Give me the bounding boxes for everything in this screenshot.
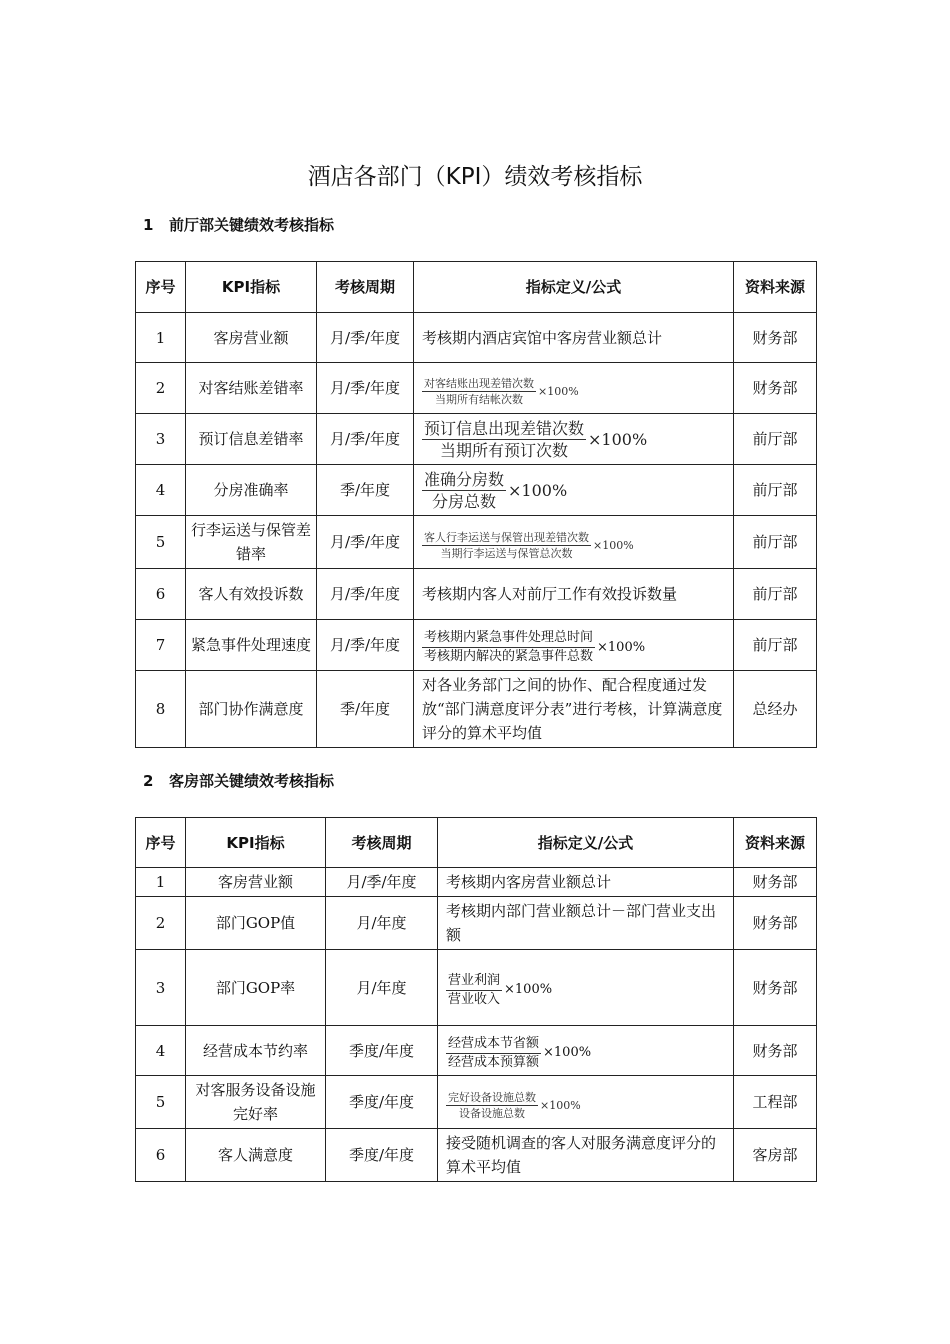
row-kpi: 部门GOP值 — [186, 897, 326, 950]
row-period: 月/年度 — [326, 950, 438, 1026]
row-no: 3 — [136, 950, 186, 1026]
formula-multiplier: ×100% — [543, 1045, 592, 1060]
formula-numerator: 完好设备设施总数 — [448, 1090, 536, 1104]
row-formula — [414, 620, 734, 671]
row-period: 季度/年度 — [326, 1076, 438, 1129]
row-no: 6 — [136, 1129, 186, 1182]
table-row — [136, 868, 817, 897]
formula-numerator: 营业利润 — [446, 972, 502, 991]
row-kpi: 经营成本节约率 — [186, 1026, 326, 1076]
formula — [422, 530, 634, 561]
row-period: 月/季/年度 — [317, 620, 414, 671]
table-row — [136, 363, 817, 414]
row-definition: 考核期内客房营业额总计 — [438, 868, 734, 897]
formula-numerator: 经营成本节省额 — [446, 1035, 541, 1054]
formula-denominator: 当期行李运送与保管总次数 — [440, 546, 573, 560]
row-no: 8 — [136, 671, 186, 748]
row-no: 1 — [136, 313, 186, 363]
row-no: 4 — [136, 1026, 186, 1076]
formula-numerator: 考核期内紧急事件处理总时间 — [422, 629, 595, 648]
formula — [446, 1090, 581, 1121]
formula-denominator: 当期所有预订次数 — [440, 441, 569, 460]
row-kpi: 对客服务设备设施完好率 — [186, 1076, 326, 1129]
section-number: 2 — [143, 772, 154, 790]
row-definition: 对各业务部门之间的协作、配合程度通过发放“部门满意度评分表”进行考核，计算满意度评分的算术平均值 — [414, 671, 734, 748]
formula-denominator: 经营成本预算额 — [448, 1054, 540, 1070]
row-kpi: 对客结账差错率 — [186, 363, 317, 414]
formula-denominator: 考核期内解决的紧急事件总数 — [424, 649, 594, 664]
row-source: 财务部 — [734, 868, 817, 897]
row-period: 月/年度 — [326, 897, 438, 950]
row-source: 前厅部 — [734, 516, 817, 569]
row-period: 季度/年度 — [326, 1026, 438, 1076]
row-source: 客房部 — [734, 1129, 817, 1182]
row-no: 1 — [136, 868, 186, 897]
row-kpi: 部门GOP率 — [186, 950, 326, 1026]
row-period: 季/年度 — [317, 465, 414, 516]
formula-multiplier: ×100% — [593, 538, 634, 552]
row-kpi: 分房准确率 — [186, 465, 317, 516]
section-2-heading — [143, 770, 334, 791]
housekeeping-kpi-table — [135, 817, 817, 1182]
table-row — [136, 516, 817, 569]
row-definition: 考核期内酒店宾馆中客房营业额总计 — [414, 313, 734, 363]
row-no: 2 — [136, 897, 186, 950]
row-source: 财务部 — [734, 313, 817, 363]
formula-numerator: 客人行李运送与保管出现差错次数 — [424, 530, 589, 544]
row-no: 2 — [136, 363, 186, 414]
row-formula — [438, 1026, 734, 1076]
header-no: 序号 — [136, 262, 186, 313]
row-formula — [414, 414, 734, 465]
formula — [422, 629, 645, 666]
section-title: 客房部关键绩效考核指标 — [169, 772, 335, 790]
header-source: 资料来源 — [734, 818, 817, 868]
table-row — [136, 569, 817, 620]
formula-multiplier: ×100% — [538, 384, 579, 398]
row-source: 财务部 — [734, 897, 817, 950]
header-kpi: KPI指标 — [186, 818, 326, 868]
table-row — [136, 1076, 817, 1129]
row-no: 7 — [136, 620, 186, 671]
formula — [446, 972, 552, 1009]
row-kpi: 客房营业额 — [186, 868, 326, 897]
section-title: 前厅部关键绩效考核指标 — [169, 216, 335, 234]
formula-multiplier: ×100% — [597, 639, 646, 655]
row-no: 4 — [136, 465, 186, 516]
document-title: 酒店各部门（KPI）绩效考核指标 — [307, 164, 643, 190]
formula-denominator: 当期所有结帐次数 — [435, 392, 523, 406]
row-kpi: 行李运送与保管差错率 — [186, 516, 317, 569]
formula-multiplier: ×100% — [540, 1098, 581, 1112]
row-definition: 考核期内部门营业额总计－部门营业支出额 — [438, 897, 734, 950]
row-kpi: 客人有效投诉数 — [186, 569, 317, 620]
row-source: 前厅部 — [734, 414, 817, 465]
row-no: 3 — [136, 414, 186, 465]
header-period: 考核周期 — [326, 818, 438, 868]
formula-denominator: 营业收入 — [448, 991, 501, 1007]
row-kpi: 客房营业额 — [186, 313, 317, 363]
row-period: 月/季/年度 — [317, 516, 414, 569]
row-no: 6 — [136, 569, 186, 620]
section-number: 1 — [143, 216, 154, 234]
front-office-kpi-table — [135, 261, 817, 748]
row-source: 前厅部 — [734, 620, 817, 671]
table-row — [136, 897, 817, 950]
row-no: 5 — [136, 516, 186, 569]
row-period: 月/季/年度 — [317, 414, 414, 465]
table-header-row — [136, 818, 817, 868]
formula-numerator: 对客结账出现差错次数 — [424, 376, 534, 390]
row-no: 5 — [136, 1076, 186, 1129]
header-no: 序号 — [136, 818, 186, 868]
row-period: 月/季/年度 — [317, 569, 414, 620]
row-kpi: 部门协作满意度 — [186, 671, 317, 748]
table-header-row — [136, 262, 817, 313]
row-kpi: 客人满意度 — [186, 1129, 326, 1182]
header-definition: 指标定义/公式 — [438, 818, 734, 868]
row-source: 前厅部 — [734, 569, 817, 620]
table-row — [136, 1129, 817, 1182]
table-row — [136, 313, 817, 363]
row-period: 月/季/年度 — [317, 363, 414, 414]
formula-multiplier: ×100% — [588, 430, 648, 449]
row-formula — [414, 516, 734, 569]
row-source: 财务部 — [734, 1026, 817, 1076]
row-definition: 接受随机调查的客人对服务满意度评分的算术平均值 — [438, 1129, 734, 1182]
section-1-heading — [143, 214, 334, 235]
formula — [422, 376, 579, 407]
table-row — [136, 620, 817, 671]
row-source: 总经办 — [734, 671, 817, 748]
row-kpi: 紧急事件处理速度 — [186, 620, 317, 671]
header-kpi: KPI指标 — [186, 262, 317, 313]
row-source: 工程部 — [734, 1076, 817, 1129]
table-row — [136, 671, 817, 748]
row-kpi: 预订信息差错率 — [186, 414, 317, 465]
row-source: 财务部 — [734, 950, 817, 1026]
formula-denominator: 设备设施总数 — [459, 1106, 525, 1120]
formula-denominator: 分房总数 — [432, 492, 497, 511]
formula-multiplier: ×100% — [504, 982, 553, 997]
row-formula — [414, 363, 734, 414]
header-period: 考核周期 — [317, 262, 414, 313]
table-row — [136, 465, 817, 516]
table-row — [136, 414, 817, 465]
formula — [446, 1035, 591, 1072]
header-definition: 指标定义/公式 — [414, 262, 734, 313]
formula-numerator: 预订信息出现差错次数 — [424, 419, 585, 438]
formula — [422, 469, 567, 512]
row-period: 月/季/年度 — [317, 313, 414, 363]
table-row — [136, 950, 817, 1026]
row-period: 月/季/年度 — [326, 868, 438, 897]
formula-numerator: 准确分房数 — [424, 470, 505, 489]
row-definition: 考核期内客人对前厅工作有效投诉数量 — [414, 569, 734, 620]
row-formula — [438, 950, 734, 1026]
row-period: 季度/年度 — [326, 1129, 438, 1182]
row-formula — [438, 1076, 734, 1129]
row-period: 季/年度 — [317, 671, 414, 748]
header-source: 资料来源 — [734, 262, 817, 313]
row-source: 前厅部 — [734, 465, 817, 516]
row-formula — [414, 465, 734, 516]
row-source: 财务部 — [734, 363, 817, 414]
formula — [422, 418, 647, 461]
table-row — [136, 1026, 817, 1076]
formula-multiplier: ×100% — [508, 481, 568, 500]
